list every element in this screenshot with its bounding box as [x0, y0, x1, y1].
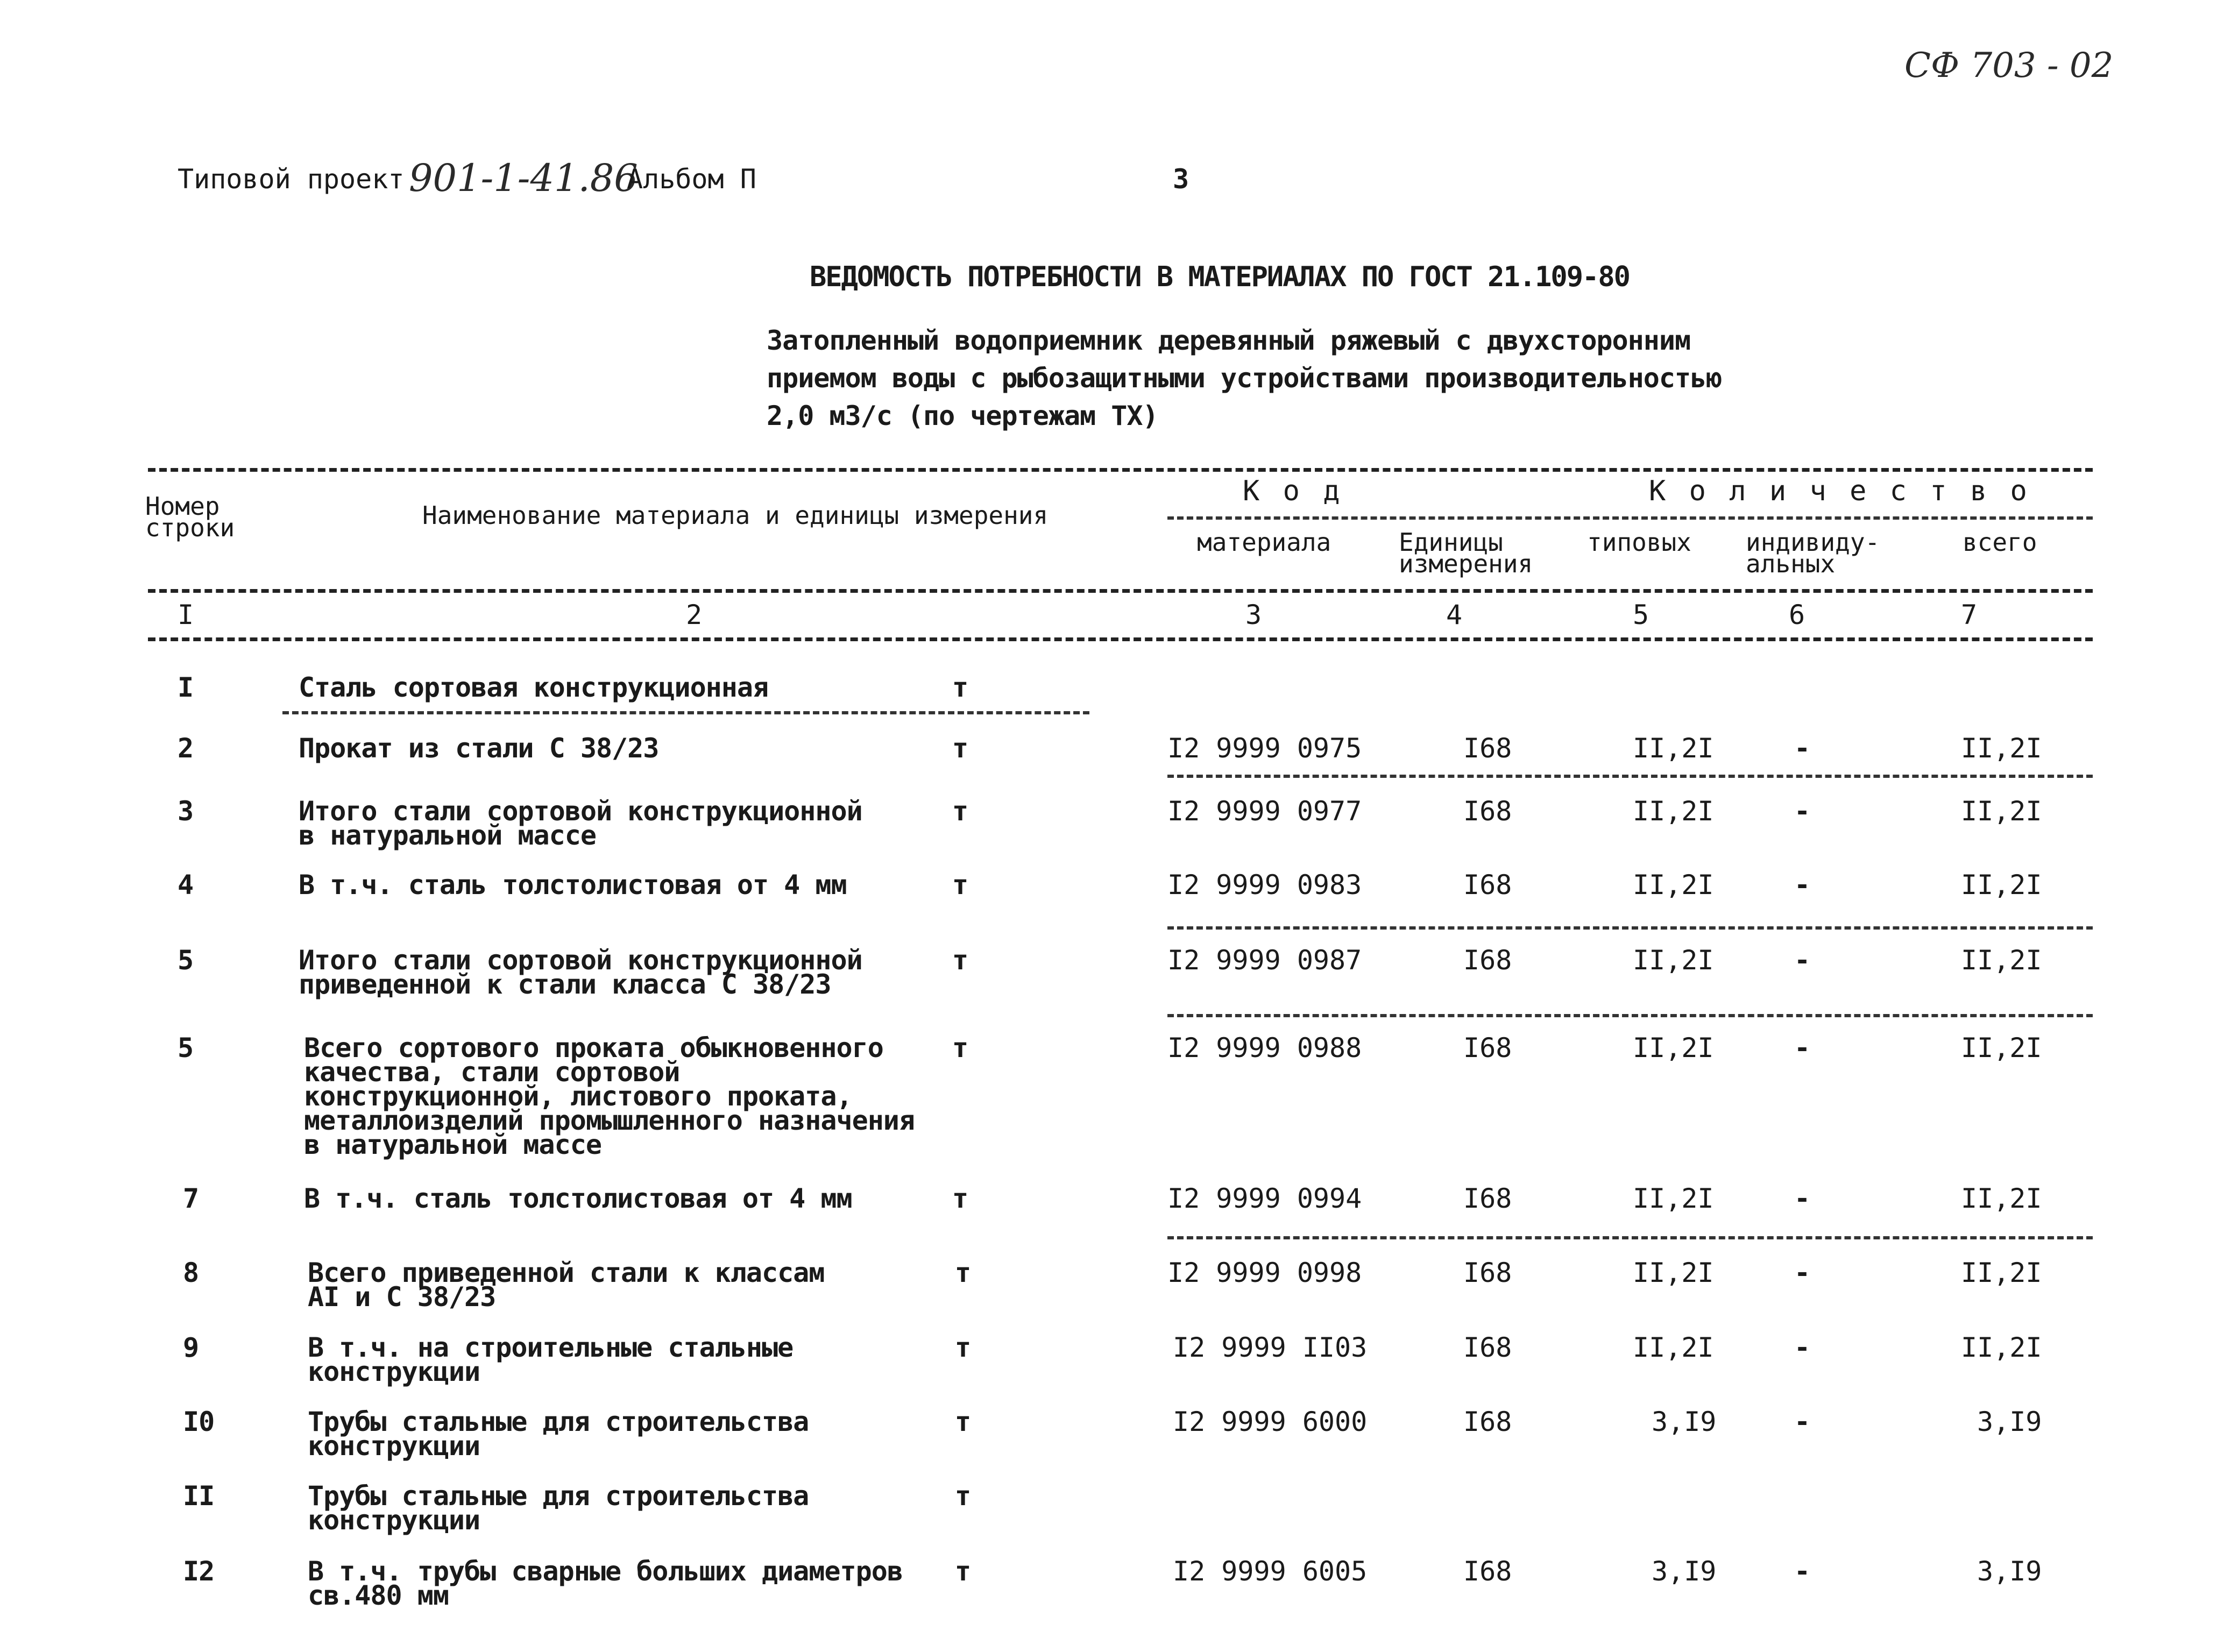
row-unit: т — [952, 672, 968, 703]
page-number: 3 — [1173, 164, 1189, 195]
row-total: II,2I — [1961, 945, 2042, 976]
row-number: 8 — [183, 1257, 199, 1288]
row-code: I2 9999 6005 — [1173, 1556, 1368, 1587]
row-typical: II,2I — [1633, 945, 1714, 976]
row-units: I68 — [1463, 1257, 1512, 1288]
row-name-line: приведенной к стали класса С 38/23 — [299, 969, 831, 1000]
row-units: I68 — [1463, 1032, 1512, 1063]
row-name-line: В т.ч. сталь толстолистовая от 4 мм — [304, 1183, 852, 1214]
row-name-line: металлоизделий промышленного назначения — [304, 1105, 915, 1136]
row-unit: т — [952, 945, 968, 976]
row-unit: т — [955, 1556, 971, 1587]
row-number: 3 — [178, 796, 194, 827]
row-name-line: конструкции — [308, 1356, 480, 1387]
row-typical: II,2I — [1633, 733, 1714, 764]
row-separator — [1167, 1014, 2093, 1017]
row-individual: - — [1794, 796, 1810, 827]
row-number: 5 — [178, 1032, 194, 1063]
corner-stamp: СФ 703 - 02 — [1904, 46, 2114, 86]
row-typical: II,2I — [1633, 1332, 1714, 1363]
colnum-6: 6 — [1789, 599, 1805, 630]
header-units-2: измерения — [1399, 549, 1533, 578]
row-typical: II,2I — [1633, 1257, 1714, 1288]
row-separator — [1167, 775, 2093, 778]
row-number: I2 — [183, 1556, 215, 1587]
row-units: I68 — [1463, 945, 1512, 976]
row-individual: - — [1794, 945, 1810, 976]
album-label: Альбом П — [627, 164, 756, 195]
row-individual: - — [1794, 1406, 1810, 1437]
row-code: I2 9999 0998 — [1167, 1257, 1362, 1288]
header-row-no-2: строки — [145, 513, 235, 542]
header-material: материала — [1197, 528, 1331, 557]
subtitle-line-3: 2,0 м3/с (по чертежам ТХ) — [767, 400, 1158, 431]
row-name-line: св.480 мм — [308, 1580, 449, 1611]
row-name-line: в натуральной массе — [299, 820, 596, 851]
row-name-line: качества, стали сортовой — [304, 1057, 680, 1088]
colnum-1: I — [178, 599, 194, 630]
row-code: I2 9999 0983 — [1167, 869, 1362, 901]
row-separator — [282, 711, 1089, 714]
colnum-7: 7 — [1961, 599, 1978, 630]
row-number: 9 — [183, 1332, 199, 1363]
row-individual: - — [1794, 869, 1810, 901]
row-individual: - — [1794, 1183, 1810, 1214]
row-units: I68 — [1463, 796, 1512, 827]
row-name-line: В т.ч. на строительные стальные — [308, 1332, 794, 1363]
header-individual-1: индивиду- — [1746, 528, 1880, 557]
row-code: I2 9999 0975 — [1167, 733, 1362, 764]
row-code: I2 9999 0988 — [1167, 1032, 1362, 1063]
subtitle-line-2: приемом воды с рыбозащитными устройствами производительностью — [767, 363, 1722, 394]
row-typical: II,2I — [1633, 1032, 1714, 1063]
colnum-bottom-rule — [148, 637, 2093, 641]
header-typical: типовых — [1587, 528, 1691, 557]
row-total: II,2I — [1961, 733, 2042, 764]
row-name-line: АI и С 38/23 — [308, 1281, 496, 1313]
colnum-2: 2 — [686, 599, 703, 630]
row-unit: т — [952, 1183, 968, 1214]
row-total: II,2I — [1961, 1332, 2042, 1363]
row-total: II,2I — [1961, 796, 2042, 827]
row-code: I2 9999 0977 — [1167, 796, 1362, 827]
row-units: I68 — [1463, 1556, 1512, 1587]
row-units: I68 — [1463, 1332, 1512, 1363]
row-units: I68 — [1463, 869, 1512, 901]
row-units: I68 — [1463, 733, 1512, 764]
row-unit: т — [952, 869, 968, 901]
row-code: I2 9999 II03 — [1173, 1332, 1368, 1363]
row-typical: II,2I — [1633, 1183, 1714, 1214]
colnum-3: 3 — [1245, 599, 1262, 630]
row-name-line: в натуральной массе — [304, 1129, 601, 1160]
row-total: II,2I — [1961, 1257, 2042, 1288]
header-total: всего — [1963, 528, 2037, 557]
row-number: I — [178, 672, 194, 703]
header-code-group: К о д — [1243, 475, 1343, 507]
row-unit: т — [952, 733, 968, 764]
document-title: ВЕДОМОСТЬ ПОТРЕБНОСТИ В МАТЕРИАЛАХ ПО ГОСТ 21.109-80 — [810, 261, 1630, 293]
row-name-line: Итого стали сортовой конструкционной — [299, 796, 862, 827]
row-individual: - — [1794, 1032, 1810, 1063]
row-code: I2 9999 0987 — [1167, 945, 1362, 976]
header-group-rule — [1167, 516, 2093, 520]
row-name-line: В т.ч. трубы сварные больших диаметров — [308, 1556, 903, 1587]
row-individual: - — [1794, 733, 1810, 764]
row-total: II,2I — [1961, 1032, 2042, 1063]
row-unit: т — [952, 796, 968, 827]
row-number: 4 — [178, 869, 194, 901]
row-typical: II,2I — [1633, 869, 1714, 901]
header-name: Наименование материала и единицы измерения — [422, 501, 1049, 530]
row-typical: 3,I9 — [1652, 1556, 1717, 1587]
row-code: I2 9999 0994 — [1167, 1183, 1362, 1214]
row-typical: 3,I9 — [1652, 1406, 1717, 1437]
row-unit: т — [955, 1406, 971, 1437]
row-name-line: Всего сортового проката обыкновенного — [304, 1032, 883, 1063]
row-total: II,2I — [1961, 1183, 2042, 1214]
row-total: II,2I — [1961, 869, 2042, 901]
row-separator — [1167, 1236, 2093, 1239]
row-number: I0 — [183, 1406, 215, 1437]
row-individual: - — [1794, 1556, 1810, 1587]
row-individual: - — [1794, 1257, 1810, 1288]
row-individual: - — [1794, 1332, 1810, 1363]
row-number: 2 — [178, 733, 194, 764]
row-unit: т — [955, 1257, 971, 1288]
colnum-4: 4 — [1446, 599, 1463, 630]
row-name-line: Прокат из стали С 38/23 — [299, 733, 659, 764]
row-name-line: Сталь сортовая конструкционная — [299, 672, 769, 703]
row-name-line: конструкции — [308, 1430, 480, 1462]
colnum-5: 5 — [1633, 599, 1649, 630]
row-total: 3,I9 — [1977, 1406, 2042, 1437]
row-number: II — [183, 1480, 215, 1512]
subtitle-line-1: Затопленный водоприемник деревянный ряжевый с двухсторонним — [767, 325, 1691, 356]
row-code: I2 9999 6000 — [1173, 1406, 1368, 1437]
header-bottom-rule — [148, 589, 2093, 593]
row-units: I68 — [1463, 1406, 1512, 1437]
row-number: 5 — [178, 945, 194, 976]
row-unit: т — [955, 1480, 971, 1512]
row-name-line: В т.ч. сталь толстолистовая от 4 мм — [299, 869, 847, 901]
row-typical: II,2I — [1633, 796, 1714, 827]
project-number: 901-1-41.86 — [409, 156, 638, 200]
row-unit: т — [952, 1032, 968, 1063]
table-top-rule — [148, 468, 2093, 472]
project-prefix: Типовой проект — [178, 164, 405, 195]
row-number: 7 — [183, 1183, 199, 1214]
row-total: 3,I9 — [1977, 1556, 2042, 1587]
row-separator — [1167, 926, 2093, 930]
row-name-line: Трубы стальные для строительства — [308, 1480, 809, 1512]
row-name-line: Итого стали сортовой конструкционной — [299, 945, 862, 976]
row-name-line: Трубы стальные для строительства — [308, 1406, 809, 1437]
header-units-1: Единицы — [1399, 528, 1503, 557]
row-unit: т — [955, 1332, 971, 1363]
header-qty-group: К о л и ч е с т в о — [1649, 475, 2030, 507]
header-individual-2: альных — [1746, 549, 1836, 578]
row-name-line: Всего приведенной стали к классам — [308, 1257, 825, 1288]
row-name-line: конструкции — [308, 1505, 480, 1536]
header-row-no-1: Номер — [145, 492, 220, 521]
row-units: I68 — [1463, 1183, 1512, 1214]
row-name-line: конструкционной, листового проката, — [304, 1081, 852, 1112]
